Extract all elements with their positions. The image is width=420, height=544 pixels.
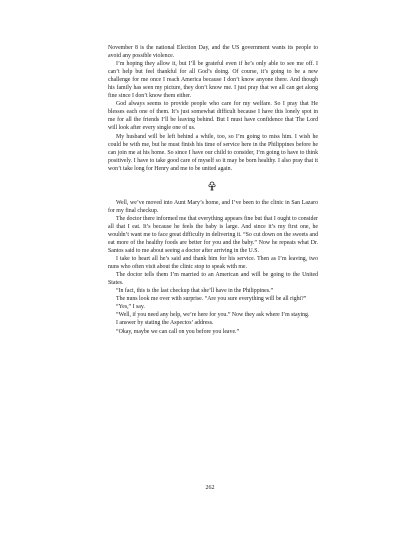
paragraph: I answer by stating the Aspectos’ address. bbox=[116, 320, 214, 327]
section-break bbox=[108, 173, 318, 199]
paragraph: The doctor there informed me that everything appears fine but that I ought to consider all that I eat. It’s because he feels the baby is large. And since it’s my first one, he wouldn’t want me to face great difficulty in delivering it. “So cut down on the sweets and eat more of the healthy foods are better for you and the baby.” Now he repeats what Dr. Santos said to me about seeing a doctor after arriving in the U.S. bbox=[108, 215, 318, 255]
section-after-break bbox=[108, 199, 318, 336]
section-before-break bbox=[108, 44, 318, 173]
book-page bbox=[108, 44, 318, 336]
paragraph: God always seems to provide people who care for my welfare. So I pray that He blesses each one of them. It’s just somewhat difficult because I have this lonely spot in me for all the friends I’ll be leaving behind. But I must have confidence that The Lord will look after every single one of us. bbox=[108, 101, 318, 132]
paragraph: My husband will be left behind a while, too, so I’m going to miss him. I wish he could be with me, but he must finish his time of service here in the Philippines before he can join me at his home. So since I have our child to consider, I’m going to have to think positively. I have to take good care of myself so it may be born healthy. I also pray that it won’t take long for Henry and me to be united again. bbox=[108, 133, 318, 172]
fleuron-ornament-icon bbox=[206, 181, 218, 191]
paragraph: “Yes,” I say. bbox=[116, 304, 145, 311]
paragraph: The nuns look me over with surprise. “Are you sure everything will be all right?” bbox=[116, 296, 307, 303]
page-number: 262 bbox=[205, 485, 215, 491]
paragraph: Well, we’ve moved into Aunt Mary’s home, and I’ve been to the clinic in San Lazaro for my final checkup. bbox=[108, 199, 318, 214]
paragraph: I’m hoping they allow it, but I’ll be grateful even if he’s only able to see me off. I can’t help but feel thankful for all God’s doing. Of course, it’s going to be a new challenge for me once I reach America because I don’t know anyone there. And though his family has seen my picture, they don’t know me. I just pray that we all can get along fine since I don’t know them either. bbox=[108, 61, 318, 100]
paragraph: November 8 is the national Election Day, and the US government wants its people to avoid any possible violence. bbox=[108, 45, 318, 60]
paragraph: “In fact, this is the last checkup that she’ll have in the Philippines.” bbox=[116, 288, 274, 295]
paragraph: I take to heart all he’s said and thank him for his service. Then as I’m leaving, two nuns who often visit about the clinic stop to speak with me. bbox=[108, 256, 318, 271]
paragraph: The doctor tells them I’m married to an American and will be going to the United States. bbox=[108, 272, 318, 287]
paragraph: “Okay, maybe we can call on you before you leave.” bbox=[116, 328, 240, 335]
paragraph: “Well, if you need any help, we’re here for you.” Now they ask where I’m staying. bbox=[116, 312, 310, 319]
